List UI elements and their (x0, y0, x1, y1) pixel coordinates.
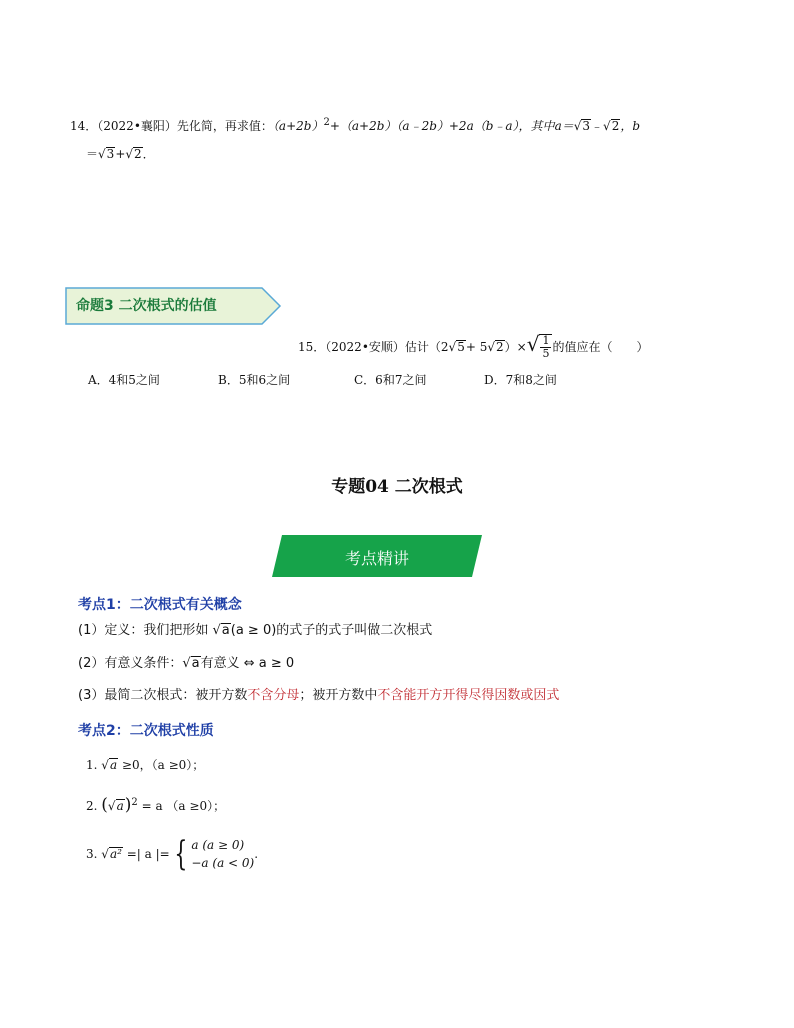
question-number: 15． (298, 340, 326, 354)
sqrt-a: √a (107, 799, 124, 813)
period: ． (142, 147, 155, 161)
period: . (254, 847, 259, 861)
item-text: 的式子的式子叫做二次根式 (276, 623, 433, 638)
fraction: $\frac{1}{5}$ (542, 333, 550, 360)
option-label: D．7和8之间 (484, 373, 557, 387)
question-14-line1 (70, 117, 640, 134)
expression: （a+2b） (272, 119, 324, 133)
property-2: 2. $(√a)^2 = a$ （a ≥0）； (86, 795, 226, 815)
banner-label: 命题3 二次根式的估值 (76, 298, 217, 314)
kp2-heading: 考点2：二次根式性质 (78, 723, 214, 739)
expression: +（a+2b）（a﹣2b）+2a（b﹣a），其中 (329, 119, 555, 133)
sqrt-a: √a (101, 758, 118, 772)
option-label: C．6和7之间 (354, 373, 427, 387)
item-text: (3）最简二次根式： (78, 688, 196, 703)
exponent: 2 (323, 117, 330, 128)
item-text: ；被开方数中 (299, 688, 378, 703)
sqrt-3: √3 (98, 147, 115, 161)
option-c[interactable] (354, 371, 426, 388)
condition: (a ≥ 0) (230, 623, 277, 638)
section-banner (64, 286, 282, 326)
expression: ）× (504, 340, 527, 354)
sqrt-5: √5 (448, 340, 465, 354)
property-text: =| a |= (126, 847, 170, 861)
kp1-item3 (78, 684, 559, 703)
property-text: ≥0，（a ≥0）； (121, 758, 205, 772)
item-text: 有意义 ⇔ a ≥ 0 (200, 656, 295, 671)
variable-b: ，b (620, 119, 641, 133)
question-prompt: 估计（2 (404, 340, 449, 354)
sqrt-a: √a (182, 656, 200, 671)
question-number: 14． (70, 119, 98, 133)
option-label: A．4和5之间 (88, 373, 160, 387)
kp1-item1 (78, 619, 432, 638)
case-2: −a (a < 0) (191, 856, 255, 870)
exponent: 2 (131, 797, 138, 808)
item-number: 1. (86, 758, 98, 772)
sqrt-fraction: √ $\frac{1}{5}$ (527, 332, 553, 360)
sqrt-a-squared: √a² (101, 846, 122, 861)
question-source: （2022•安顺） (325, 340, 405, 354)
section-box-label: 考点精讲 (344, 549, 409, 568)
question-prompt: 先化简，再求值： (176, 119, 273, 133)
option-a[interactable] (88, 371, 160, 388)
expression: + 5 (465, 340, 488, 354)
kp1-heading: 考点1：二次根式有关概念 (78, 597, 242, 613)
item-number: 2. (86, 799, 98, 813)
sqrt-2: √2 (125, 147, 142, 161)
case-1: a (a ≥ 0) (191, 838, 245, 852)
option-d[interactable] (484, 371, 557, 388)
equals-sign: ＝ (86, 147, 99, 161)
sqrt-a: √a (212, 623, 230, 638)
sqrt-3: √3 (573, 119, 591, 133)
plus-sign: + (115, 147, 126, 161)
variable-a: a＝ (554, 119, 574, 133)
sqrt-2: √2 (487, 340, 504, 354)
item-text: 被开方数 (195, 688, 248, 703)
property-text: = a （a ≥0）； (141, 799, 226, 813)
property-3 (86, 836, 258, 872)
item-number: 3. (86, 847, 98, 861)
sqrt-2: √2 (603, 119, 620, 133)
piecewise-cases (191, 836, 254, 872)
highlight-text: 不含能开方开得尽得因数或因式 (377, 688, 560, 703)
minus-sign: ﹣ (591, 119, 604, 133)
item-text: (1）定义：我们把形如 (78, 623, 209, 638)
question-source: （2022•襄阳） (97, 119, 177, 133)
question-suffix: 的值应在（ ） (552, 340, 649, 354)
option-b[interactable] (218, 371, 290, 388)
brace: { (174, 834, 188, 874)
page-title: 专题04 二次根式 (331, 477, 463, 497)
highlight-text: 不含分母 (247, 688, 300, 703)
question-15 (298, 332, 648, 360)
option-label: B．5和6之间 (218, 373, 291, 387)
property-1 (86, 756, 204, 773)
question-14-line2 (86, 145, 155, 162)
kp1-item2 (78, 652, 294, 671)
section-box (272, 535, 482, 577)
item-text: (2）有意义条件： (78, 656, 183, 671)
